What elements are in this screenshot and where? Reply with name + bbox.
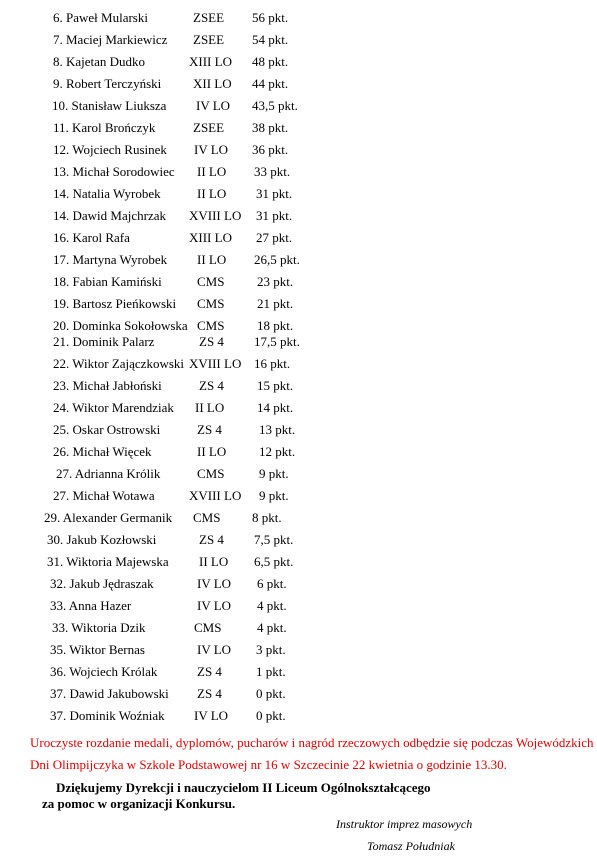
participant-name: 25. Oskar Ostrowski bbox=[53, 422, 161, 437]
participant-school: IV LO bbox=[196, 98, 231, 113]
participant-name: 8. Kajetan Dudko bbox=[53, 54, 146, 69]
participant-score: 26,5 pkt. bbox=[254, 252, 300, 267]
participant-name: 20. Dominka Sokołowska bbox=[53, 318, 188, 333]
list-item bbox=[0, 353, 597, 375]
participant-score: 9 pkt. bbox=[259, 488, 289, 503]
list-item bbox=[0, 639, 597, 661]
list-item bbox=[0, 29, 597, 51]
participant-score: 48 pkt. bbox=[252, 54, 289, 69]
list-item bbox=[0, 51, 597, 73]
participant-score: 31 pkt. bbox=[256, 186, 293, 201]
participant-name: 31. Wiktoria Majewska bbox=[47, 554, 169, 569]
participant-score: 8 pkt. bbox=[252, 510, 282, 525]
thanks-line-1: Dziękujemy Dyrekcji i nauczycielom II Liceum Ogólnokształcącego bbox=[56, 780, 431, 795]
participant-score: 15 pkt. bbox=[257, 378, 294, 393]
participant-school: XVIII LO bbox=[189, 208, 242, 223]
participant-school: ZSEE bbox=[193, 32, 225, 47]
participant-score: 21 pkt. bbox=[257, 296, 294, 311]
participant-name: 29. Alexander Germanik bbox=[44, 510, 173, 525]
list-item bbox=[0, 293, 597, 315]
participant-school: ZS 4 bbox=[199, 532, 224, 547]
list-item bbox=[0, 73, 597, 95]
participant-school: XVIII LO bbox=[189, 488, 242, 503]
participant-score: 31 pkt. bbox=[256, 208, 293, 223]
participant-name: 27. Adrianna Królik bbox=[56, 466, 161, 481]
participant-score: 1 pkt. bbox=[256, 664, 286, 679]
participant-name: 11. Karol Brończyk bbox=[53, 120, 156, 135]
participant-school: ZS 4 bbox=[197, 686, 222, 701]
participant-score: 56 pkt. bbox=[252, 10, 289, 25]
list-item bbox=[0, 419, 597, 441]
participant-school: IV LO bbox=[197, 598, 232, 613]
participant-name: 26. Michał Więcek bbox=[53, 444, 152, 459]
participant-score: 38 pkt. bbox=[252, 120, 289, 135]
participant-score: 44 pkt. bbox=[252, 76, 289, 91]
participant-score: 36 pkt. bbox=[252, 142, 289, 157]
participant-school: II LO bbox=[197, 252, 227, 267]
participant-school: IV LO bbox=[197, 642, 232, 657]
participant-school: ZS 4 bbox=[197, 422, 222, 437]
list-item bbox=[0, 529, 597, 551]
participant-score: 23 pkt. bbox=[257, 274, 294, 289]
ceremony-notice-line-2: Dni Olimpijczyka w Szkole Podstawowej nr 16 w Szczecinie 22 kwietnia o godzinie 13.30. bbox=[30, 757, 507, 772]
participant-name: 36. Wojciech Królak bbox=[50, 664, 158, 679]
participant-school: ZS 4 bbox=[199, 334, 224, 349]
participant-score: 54 pkt. bbox=[252, 32, 289, 47]
participant-school: II LO bbox=[197, 444, 227, 459]
thanks-line-2: za pomoc w organizacji Konkursu. bbox=[42, 796, 236, 811]
list-item bbox=[0, 271, 597, 293]
list-item bbox=[0, 485, 597, 507]
participant-name: 19. Bartosz Pieńkowski bbox=[53, 296, 177, 311]
participant-school: CMS bbox=[193, 510, 221, 525]
participant-name: 6. Paweł Mularski bbox=[53, 10, 148, 25]
signature-title: Instruktor imprez masowych bbox=[336, 817, 473, 831]
participant-score: 12 pkt. bbox=[259, 444, 296, 459]
participant-school: XVIII LO bbox=[189, 356, 242, 371]
participant-score: 18 pkt. bbox=[257, 318, 294, 333]
participant-school: ZSEE bbox=[193, 10, 225, 25]
participant-school: CMS bbox=[194, 620, 222, 635]
list-item bbox=[0, 441, 597, 463]
participant-score: 17,5 pkt. bbox=[254, 334, 300, 349]
participant-name: 14. Dawid Majchrzak bbox=[53, 208, 166, 223]
list-item bbox=[0, 661, 597, 683]
participant-name: 9. Robert Terczyński bbox=[53, 76, 162, 91]
participant-name: 14. Natalia Wyrobek bbox=[53, 186, 161, 201]
list-item bbox=[0, 683, 597, 705]
list-item bbox=[0, 397, 597, 419]
participant-school: II LO bbox=[197, 164, 227, 179]
participant-school: XII LO bbox=[193, 76, 232, 91]
participant-score: 16 pkt. bbox=[254, 356, 291, 371]
list-item bbox=[0, 331, 597, 353]
participant-score: 13 pkt. bbox=[259, 422, 296, 437]
participant-school: II LO bbox=[199, 554, 229, 569]
participant-name: 37. Dawid Jakubowski bbox=[50, 686, 169, 701]
participant-score: 0 pkt. bbox=[256, 686, 286, 701]
participant-name: 33. Wiktoria Dzik bbox=[52, 620, 146, 635]
participant-name: 7. Maciej Markiewicz bbox=[53, 32, 168, 47]
participant-school: II LO bbox=[197, 186, 227, 201]
list-item bbox=[0, 227, 597, 249]
participant-school: XIII LO bbox=[189, 230, 232, 245]
list-item bbox=[0, 573, 597, 595]
participant-school: ZSEE bbox=[193, 120, 225, 135]
list-item bbox=[0, 139, 597, 161]
participant-score: 9 pkt. bbox=[259, 466, 289, 481]
participant-name: 27. Michał Wotawa bbox=[53, 488, 155, 503]
participant-score: 6,5 pkt. bbox=[254, 554, 294, 569]
participant-name: 30. Jakub Kozłowski bbox=[47, 532, 157, 547]
participant-school: IV LO bbox=[197, 576, 232, 591]
participant-name: 35. Wiktor Bernas bbox=[50, 642, 145, 657]
participant-name: 10. Stanisław Liuksza bbox=[52, 98, 167, 113]
participant-school: II LO bbox=[195, 400, 225, 415]
participant-name: 32. Jakub Jędraszak bbox=[50, 576, 154, 591]
participant-school: CMS bbox=[197, 274, 225, 289]
participant-score: 27 pkt. bbox=[256, 230, 293, 245]
participant-school: IV LO bbox=[194, 708, 229, 723]
participant-name: 22. Wiktor Zajączkowski bbox=[53, 356, 185, 371]
participant-name: 16. Karol Rafa bbox=[53, 230, 130, 245]
list-item bbox=[0, 161, 597, 183]
participant-name: 13. Michał Sorodowiec bbox=[53, 164, 175, 179]
participant-school: IV LO bbox=[194, 142, 229, 157]
participant-name: 18. Fabian Kamiński bbox=[53, 274, 162, 289]
participant-name: 12. Wojciech Rusinek bbox=[53, 142, 167, 157]
list-item bbox=[0, 117, 597, 139]
participant-score: 43,5 pkt. bbox=[252, 98, 298, 113]
participant-score: 0 pkt. bbox=[256, 708, 286, 723]
participant-school: XIII LO bbox=[189, 54, 232, 69]
participant-score: 7,5 pkt. bbox=[254, 532, 294, 547]
participant-name: 37. Dominik Woźniak bbox=[50, 708, 165, 723]
participant-score: 4 pkt. bbox=[257, 598, 287, 613]
list-item bbox=[0, 595, 597, 617]
list-item bbox=[0, 205, 597, 227]
list-item bbox=[0, 95, 597, 117]
list-item bbox=[0, 183, 597, 205]
participant-score: 33 pkt. bbox=[254, 164, 291, 179]
ceremony-notice-line-1: Uroczyste rozdanie medali, dyplomów, pucharów i nagród rzeczowych odbędzie się podczas Wojewódzkich bbox=[30, 735, 594, 750]
participant-score: 3 pkt. bbox=[256, 642, 286, 657]
participant-name: 23. Michał Jabłoński bbox=[53, 378, 162, 393]
list-item bbox=[0, 705, 597, 727]
list-item bbox=[0, 7, 597, 29]
participant-name: 17. Martyna Wyrobek bbox=[53, 252, 168, 267]
participant-school: CMS bbox=[197, 466, 225, 481]
list-item bbox=[0, 507, 597, 529]
list-item bbox=[0, 375, 597, 397]
participant-school: ZS 4 bbox=[199, 378, 224, 393]
list-item bbox=[0, 249, 597, 271]
signature-name: Tomasz Południak bbox=[367, 839, 455, 853]
participant-school: CMS bbox=[197, 318, 225, 333]
participant-score: 6 pkt. bbox=[257, 576, 287, 591]
list-item bbox=[0, 463, 597, 485]
participant-score: 4 pkt. bbox=[257, 620, 287, 635]
participant-name: 33. Anna Hazer bbox=[50, 598, 132, 613]
participant-score: 14 pkt. bbox=[257, 400, 294, 415]
participant-school: CMS bbox=[197, 296, 225, 311]
list-item bbox=[0, 551, 597, 573]
participant-name: 24. Wiktor Marendziak bbox=[53, 400, 174, 415]
list-item bbox=[0, 617, 597, 639]
participant-name: 21. Dominik Palarz bbox=[53, 334, 155, 349]
participant-school: ZS 4 bbox=[197, 664, 222, 679]
